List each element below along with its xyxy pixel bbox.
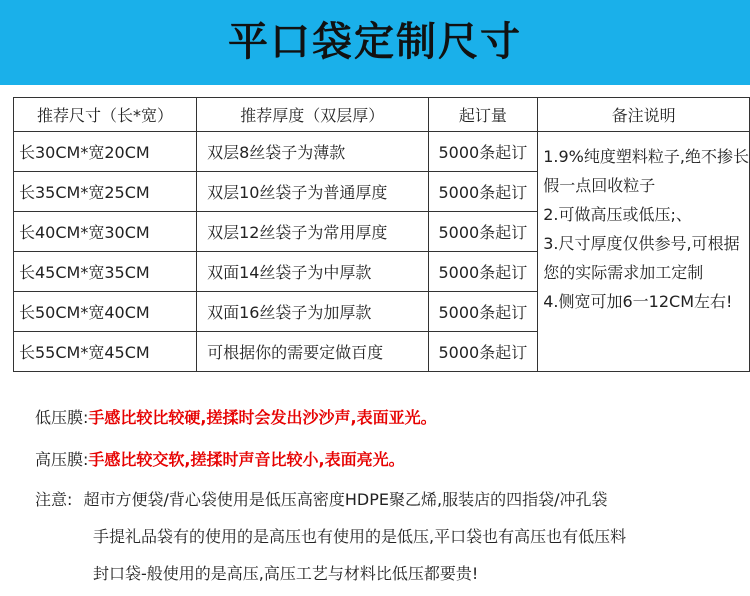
note-line: 4.侧宽可加6一12CM左右!	[543, 292, 733, 311]
note-line: 手提礼品袋有的使用的是高压也有使用的是低压,平口袋也有高压也有低压料	[93, 527, 627, 546]
high-pressure-text: 手感比较交软,搓揉时声音比较小,表面亮光。	[88, 450, 405, 469]
note-line: 超市方便袋/背心袋使用是低压高密度HDPE聚乙烯,服装店的四指袋/冲孔袋	[83, 490, 608, 509]
header-thickness: 推荐厚度（双层厚）	[197, 98, 428, 132]
cell-moq: 5000条起订	[428, 132, 538, 172]
high-pressure-label: 高压膜:	[35, 450, 89, 469]
note-line: 2.可做高压或低压;、	[543, 205, 692, 224]
note-line: 3.尺寸厚度仅供参号,可根据	[543, 234, 740, 253]
note-line: 1.9%纯度塑料粒子,绝不掺长	[543, 147, 749, 166]
note-paragraph	[35, 487, 607, 510]
cell-thickness: 双层12丝袋子为常用厚度	[197, 212, 428, 252]
notes-cell	[538, 132, 750, 372]
high-pressure-description	[35, 447, 405, 470]
header-moq: 起订量	[428, 98, 538, 132]
note-line: 封口袋-般使用的是高压,高压工艺与材料比低压都要贵!	[93, 564, 479, 583]
header-size: 推荐尺寸（长*宽）	[14, 98, 197, 132]
low-pressure-label: 低压膜:	[35, 408, 89, 427]
size-spec-table	[13, 97, 750, 372]
cell-moq: 5000条起订	[428, 212, 538, 252]
cell-size: 长35CM*宽25CM	[14, 172, 197, 212]
low-pressure-description	[35, 405, 437, 428]
cell-thickness: 双层8丝袋子为薄款	[197, 132, 428, 172]
cell-size: 长40CM*宽30CM	[14, 212, 197, 252]
cell-thickness: 双面14丝袋子为中厚款	[197, 252, 428, 292]
header-notes: 备注说明	[538, 98, 750, 132]
note-line: 假一点回收粒子	[543, 176, 656, 195]
table-row	[14, 132, 750, 172]
cell-moq: 5000条起订	[428, 252, 538, 292]
cell-thickness: 双面16丝袋子为加厚款	[197, 292, 428, 332]
cell-size: 长30CM*宽20CM	[14, 132, 197, 172]
cell-size: 长55CM*宽45CM	[14, 332, 197, 372]
cell-size: 长50CM*宽40CM	[14, 292, 197, 332]
cell-moq: 5000条起订	[428, 292, 538, 332]
cell-thickness: 可根据你的需要定做百度	[197, 332, 428, 372]
note-line: 您的实际需求加工定制	[543, 263, 704, 282]
cell-moq: 5000条起订	[428, 172, 538, 212]
cell-moq: 5000条起订	[428, 332, 538, 372]
table-header-row	[14, 98, 750, 132]
page-title: 平口袋定制尺寸	[228, 19, 522, 65]
note-label: 注意:	[35, 490, 73, 509]
low-pressure-text: 手感比较比较硬,搓揉时会发出沙沙声,表面亚光。	[88, 408, 437, 427]
cell-size: 长45CM*宽35CM	[14, 252, 197, 292]
cell-thickness: 双层10丝袋子为普通厚度	[197, 172, 428, 212]
